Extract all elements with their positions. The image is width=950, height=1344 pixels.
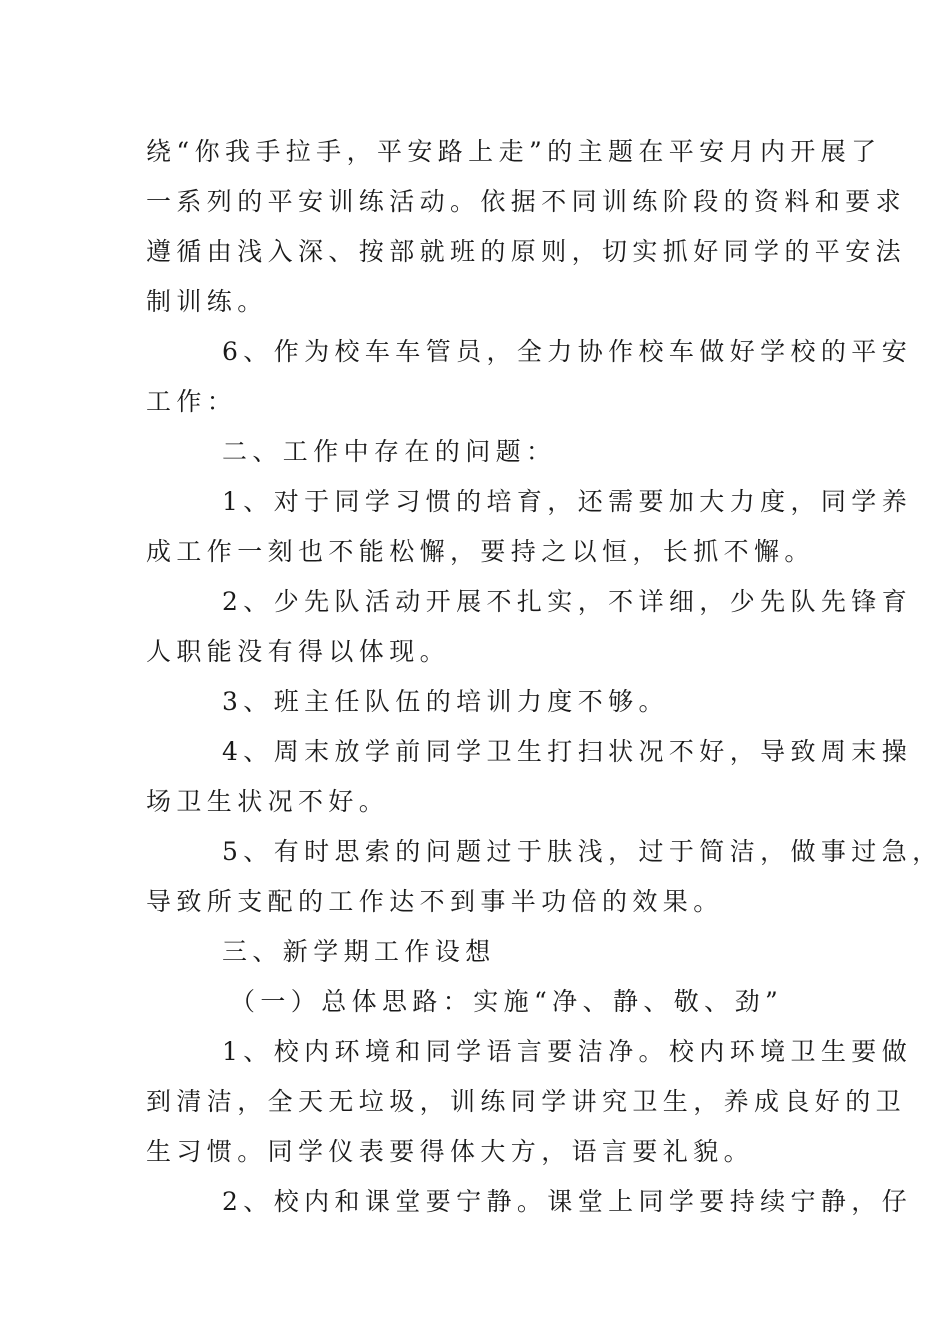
text-line: 制训练。 <box>146 287 268 316</box>
subsection-heading: （一）总体思路：实施“净、静、敬、劲” <box>230 987 784 1016</box>
paragraph-start: 6、作为校车车管员，全力协作校车做好学校的平安 <box>222 337 913 366</box>
section-heading: 二、工作中存在的问题： <box>222 437 557 466</box>
text-line: 生习惯。同学仪表要得体大方，语言要礼貌。 <box>146 1137 755 1166</box>
text-line: 一系列的平安训练活动。依据不同训练阶段的资料和要求 <box>146 187 907 216</box>
paragraph-start: 3、班主任队伍的培训力度不够。 <box>222 687 669 716</box>
text-line: 绕“你我手拉手，平安路上走”的主题在平安月内开展了 <box>146 137 882 166</box>
text-line: 人职能没有得以体现。 <box>146 637 451 666</box>
text-line: 遵循由浅入深、按部就班的原则，切实抓好同学的平安法 <box>146 237 907 266</box>
text-line: 场卫生状况不好。 <box>146 787 390 816</box>
section-heading: 三、新学期工作设想 <box>222 937 496 966</box>
text-line: 工作： <box>146 387 238 416</box>
paragraph-start: 1、校内环境和同学语言要洁净。校内环境卫生要做 <box>222 1037 913 1066</box>
paragraph-start: 1、对于同学习惯的培育，还需要加大力度，同学养 <box>222 487 913 516</box>
paragraph-start: 2、校内和课堂要宁静。课堂上同学要持续宁静，仔 <box>222 1187 913 1216</box>
text-line: 导致所支配的工作达不到事半功倍的效果。 <box>146 887 724 916</box>
paragraph-start: 5、有时思索的问题过于肤浅，过于简洁，做事过急， <box>222 837 943 866</box>
paragraph-start: 4、周末放学前同学卫生打扫状况不好，导致周末操 <box>222 737 913 766</box>
text-line: 成工作一刻也不能松懈，要持之以恒，长抓不懈。 <box>146 537 815 566</box>
text-line: 到清洁，全天无垃圾，训练同学讲究卫生，养成良好的卫 <box>146 1087 907 1116</box>
paragraph-start: 2、少先队活动开展不扎实，不详细，少先队先锋育 <box>222 587 913 616</box>
